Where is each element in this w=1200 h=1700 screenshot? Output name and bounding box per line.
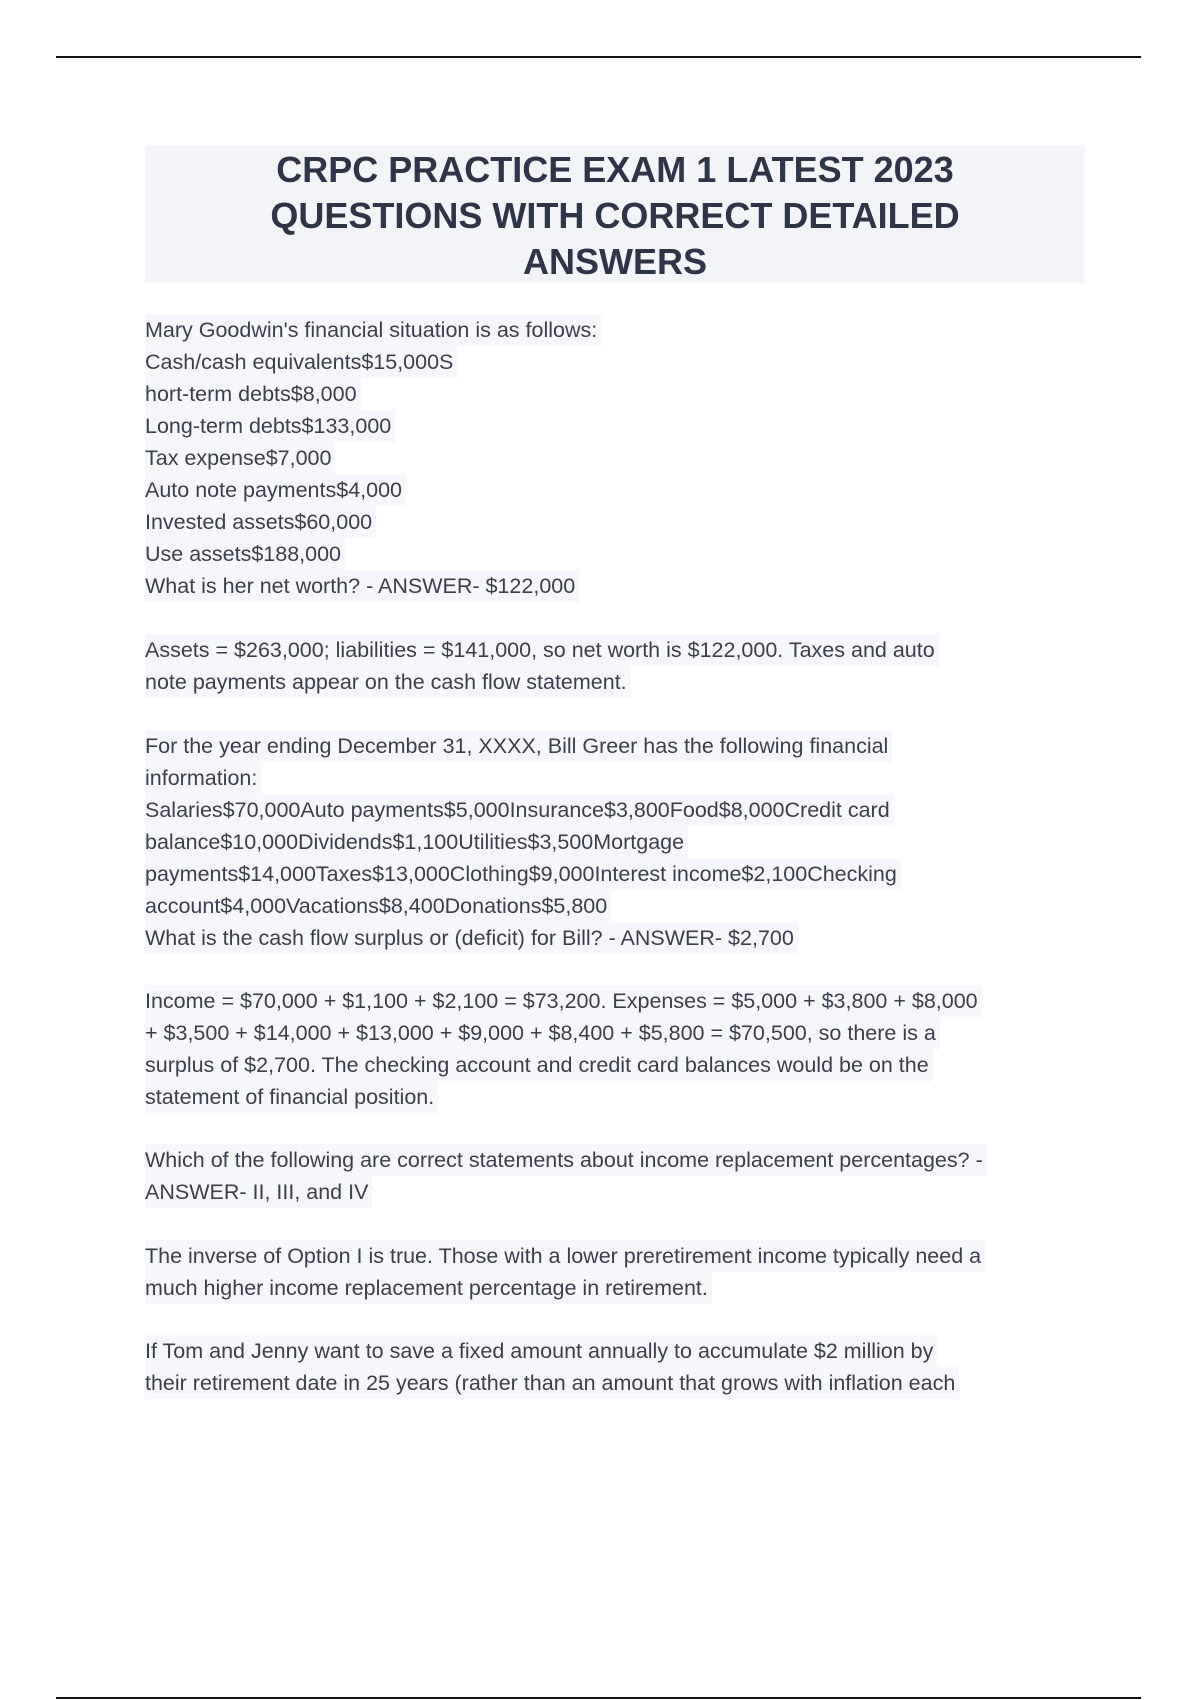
text-line: Auto note payments$4,000 [145,474,406,506]
text-line: note payments appear on the cash flow statement. [145,666,631,698]
text-line: For the year ending December 31, XXXX, Bill Greer has the following financial [145,730,892,762]
text-line: statement of financial position. [145,1081,438,1113]
explanation-income-replacement [145,1240,985,1304]
text-line: information: [145,762,261,794]
title-line: QUESTIONS WITH CORRECT DETAILED [270,195,960,236]
explanation-cash-flow [145,985,982,1113]
text-line: ANSWER- II, III, and IV [145,1176,372,1208]
text-line: If Tom and Jenny want to save a fixed amount annually to accumulate $2 million by [145,1335,937,1367]
text-line: Which of the following are correct statements about income replacement percentages? - [145,1144,987,1176]
text-line: What is her net worth? - ANSWER- $122,000 [145,570,579,602]
question-savings [145,1335,959,1399]
bottom-rule [56,1697,1141,1699]
text-line: surplus of $2,700. The checking account and credit card balances would be on the [145,1049,933,1081]
question-income-replacement [145,1144,987,1208]
text-line: What is the cash flow surplus or (deficit) for Bill? - ANSWER- $2,700 [145,922,798,954]
title-line: CRPC PRACTICE EXAM 1 LATEST 2023 [276,149,954,190]
text-line: Invested assets$60,000 [145,506,376,538]
explanation-net-worth [145,634,939,698]
text-line: Income = $70,000 + $1,100 + $2,100 = $73,200. Expenses = $5,000 + $3,800 + $8,000 [145,985,982,1017]
text-line: hort-term debts$8,000 [145,378,361,410]
text-line: The inverse of Option I is true. Those with a lower preretirement income typically need a [145,1240,985,1272]
text-line: Salaries$70,000Auto payments$5,000Insurance$3,800Food$8,000Credit card [145,794,894,826]
text-line: Long-term debts$133,000 [145,410,395,442]
top-rule [56,56,1141,58]
title-line: ANSWERS [522,241,707,282]
text-line: account$4,000Vacations$8,400Donations$5,800 [145,890,611,922]
text-line: Mary Goodwin's financial situation is as follows: [145,314,601,346]
text-line: Cash/cash equivalents$15,000S [145,346,457,378]
question-net-worth [145,314,601,602]
question-cash-flow [145,730,901,954]
text-line: Tax expense$7,000 [145,442,335,474]
text-line: Assets = $263,000; liabilities = $141,000, so net worth is $122,000. Taxes and auto [145,634,939,666]
text-line: Use assets$188,000 [145,538,345,570]
text-line: payments$14,000Taxes$13,000Clothing$9,000Interest income$2,100Checking [145,858,901,890]
text-line: much higher income replacement percentage in retirement. [145,1272,712,1304]
text-line: their retirement date in 25 years (rather than an amount that grows with inflation each [145,1367,959,1399]
text-line: + $3,500 + $14,000 + $13,000 + $9,000 + $8,400 + $5,800 = $70,500, so there is a [145,1017,940,1049]
document-title [145,145,1085,283]
text-line: balance$10,000Dividends$1,100Utilities$3,500Mortgage [145,826,688,858]
